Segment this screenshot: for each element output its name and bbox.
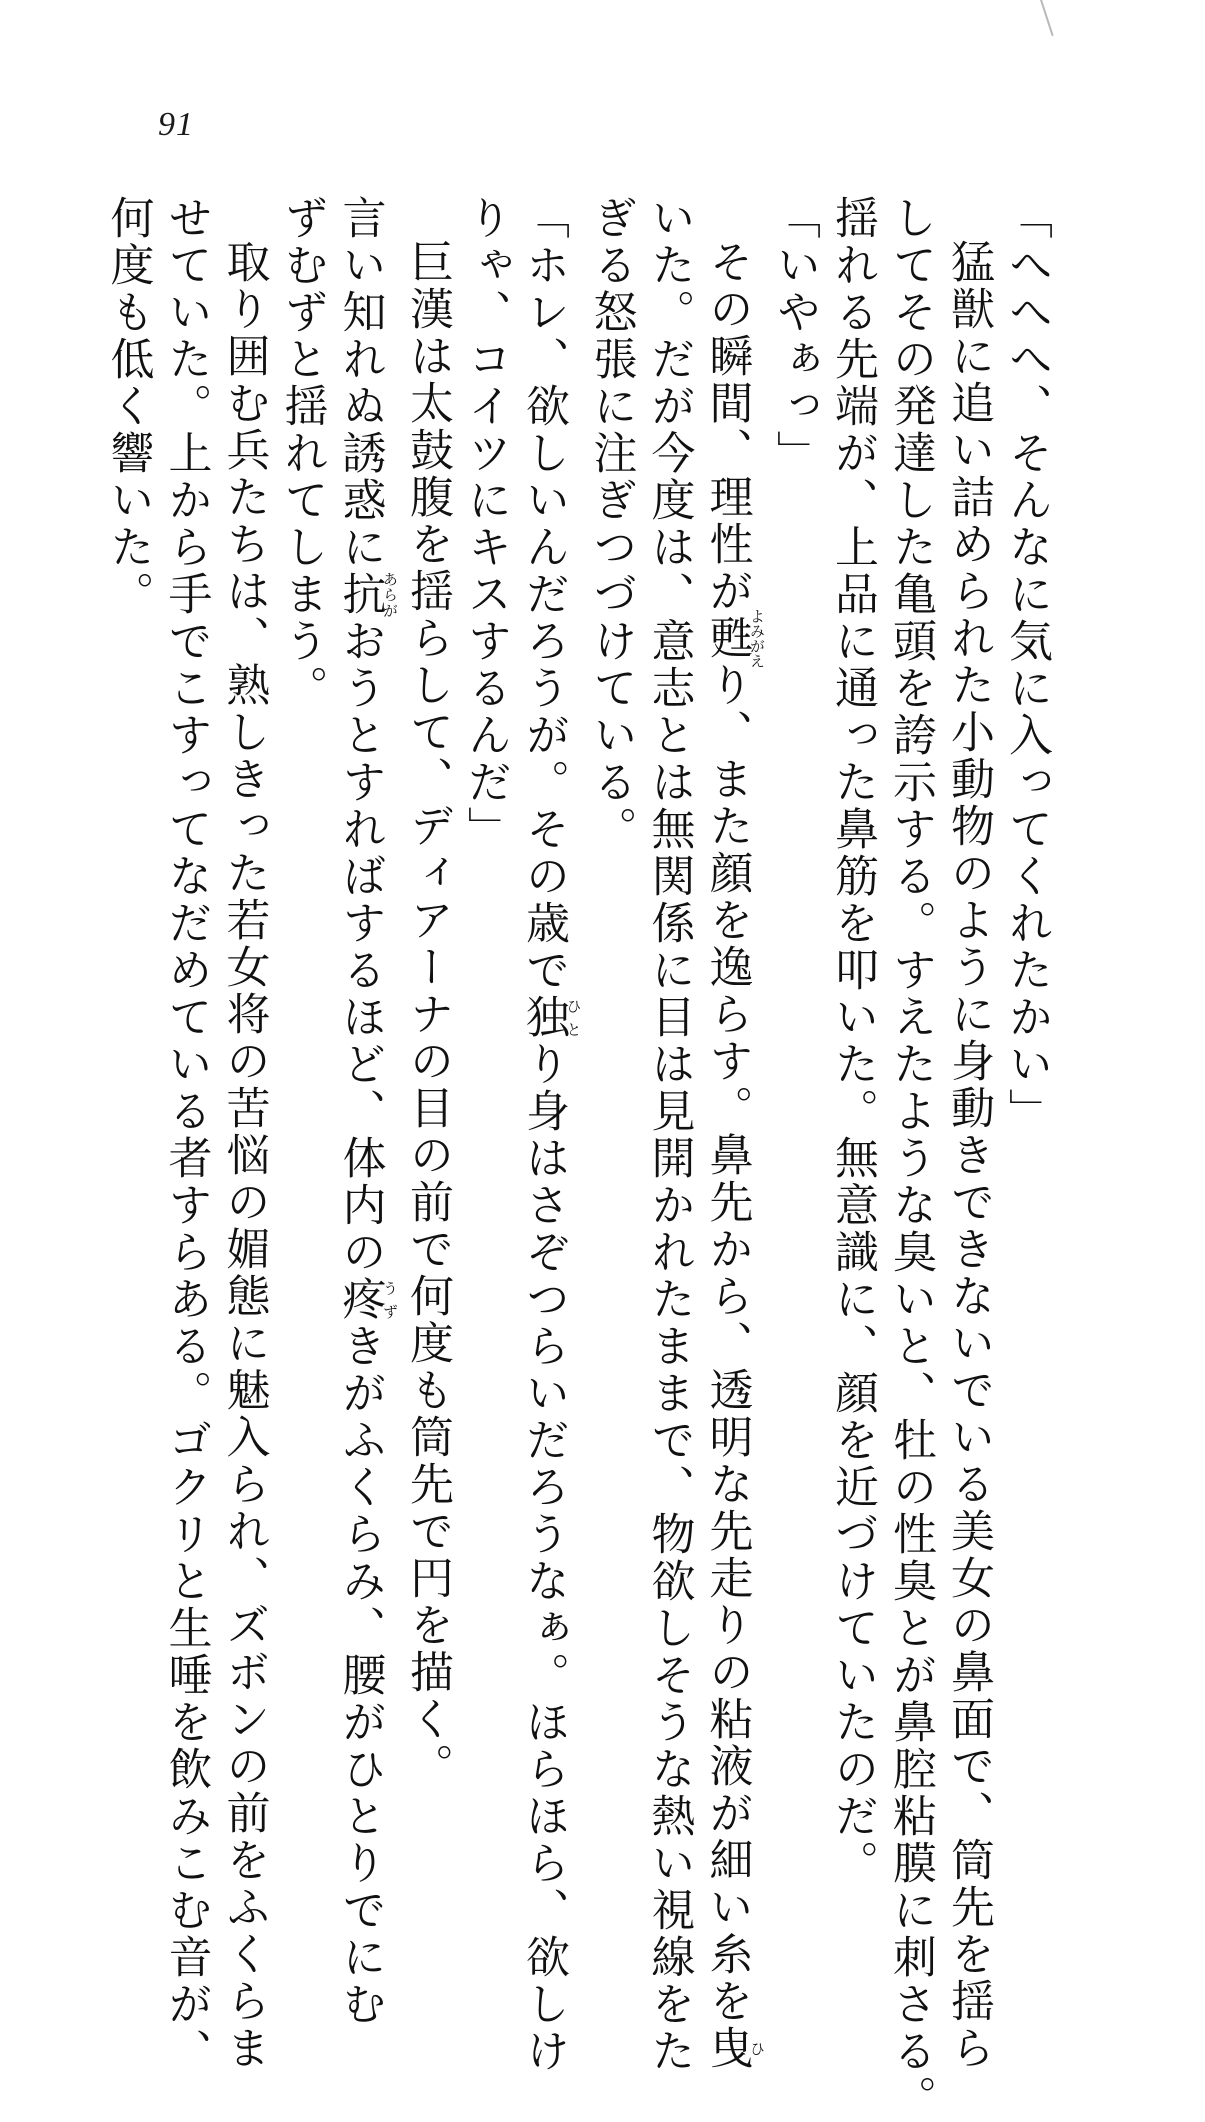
text-run: 「へへへ、そんなに気に入ってくれたかい」 <box>1001 195 1052 1135</box>
text-run: してその発達した亀頭を誇示する。すえたような臭いと、牡の性臭とが鼻腔粘膜に刺さる。 <box>885 195 936 2122</box>
text-run: 「いやぁっ」 <box>769 195 820 477</box>
text-line <box>582 195 640 1645</box>
vertical-text-body <box>99 195 1056 2122</box>
ruby-base: 独 <box>518 994 569 1041</box>
ruby-reading: うず <box>381 1276 399 1323</box>
text-line <box>823 195 881 1887</box>
text-line <box>157 195 215 2075</box>
text-line <box>215 195 273 2072</box>
text-run: きがふくらみ、腰がひとりでにむ <box>334 1323 386 2028</box>
text-line <box>698 195 766 2072</box>
text-line <box>640 195 698 2075</box>
ruby-reading: ひ <box>748 2025 766 2072</box>
text-run: 巨漢は太鼓腹を揺らして、ディアーナの目の前で何度も筒先で円を描く。 <box>402 239 453 1790</box>
text-run: り身はさぞつらいだろうなぁ。ほらほら、欲しけ <box>518 1041 569 2075</box>
ruby-annotation <box>701 608 766 669</box>
ruby-reading: ひと <box>564 994 583 1041</box>
text-line <box>398 195 456 1790</box>
scan-artifact-mark <box>1040 0 1054 36</box>
text-line <box>456 195 514 1645</box>
ruby-annotation <box>518 994 583 1041</box>
ruby-annotation <box>334 571 399 618</box>
text-run: その瞬間、理性が <box>701 239 753 615</box>
text-line <box>997 195 1055 1645</box>
text-run: 言い知れぬ誘惑に <box>334 195 386 571</box>
ruby-base: 抗 <box>334 571 386 618</box>
ruby-base: 疼 <box>334 1276 386 1323</box>
text-run: せていた。上から手でこすってなだめている者すらある。ゴクリと生唾を飲みこむ音が、 <box>160 195 212 2075</box>
text-run: 猛獣に追い詰められた小動物のように身動きできないでいる美女の鼻面で、筒先を揺ら <box>943 239 994 2072</box>
page-number: 91 <box>158 106 194 143</box>
text-line <box>273 195 331 1645</box>
text-line <box>939 195 997 2072</box>
text-line <box>514 195 583 2075</box>
text-line <box>765 195 823 1645</box>
ruby-annotation <box>701 2025 766 2072</box>
ruby-base: 曳 <box>701 2025 753 2072</box>
text-run: いた。だが今度は、意志とは無関係に目は見開かれたままで、物欲しそうな熱い視線をた <box>643 195 695 2075</box>
text-run: り、また顔を逸らす。鼻先から、透明な先走りの粘液が細い糸を <box>701 662 753 2025</box>
text-run: 何度も低く響いた。 <box>102 195 154 618</box>
text-run: ずむずと揺れてしまう。 <box>276 195 328 712</box>
text-run: 「ホレ、欲しいんだろうが。その歳で <box>518 195 569 994</box>
ruby-base: 甦 <box>701 608 753 669</box>
text-run: りゃ、コイツにキスするんだ」 <box>460 195 511 853</box>
text-line <box>99 195 157 1645</box>
ruby-reading: よみがえ <box>748 608 766 669</box>
text-line <box>331 195 399 2028</box>
text-run: 揺れる先端が、上品に通った鼻筋を叩いた。無意識に、顔を近づけていたのだ。 <box>827 195 878 1887</box>
ruby-annotation <box>334 1276 399 1323</box>
text-run: ぎる怒張に注ぎつづけている。 <box>585 195 637 853</box>
text-run: 取り囲む兵たちは、熟しきった若女将の苦悩の媚態に魅入られ、ズボンの前をふくらま <box>218 239 270 2072</box>
text-run: おうとすればするほど、体内の <box>334 618 386 1276</box>
text-line <box>881 195 939 2122</box>
ruby-reading: あらが <box>381 571 399 618</box>
